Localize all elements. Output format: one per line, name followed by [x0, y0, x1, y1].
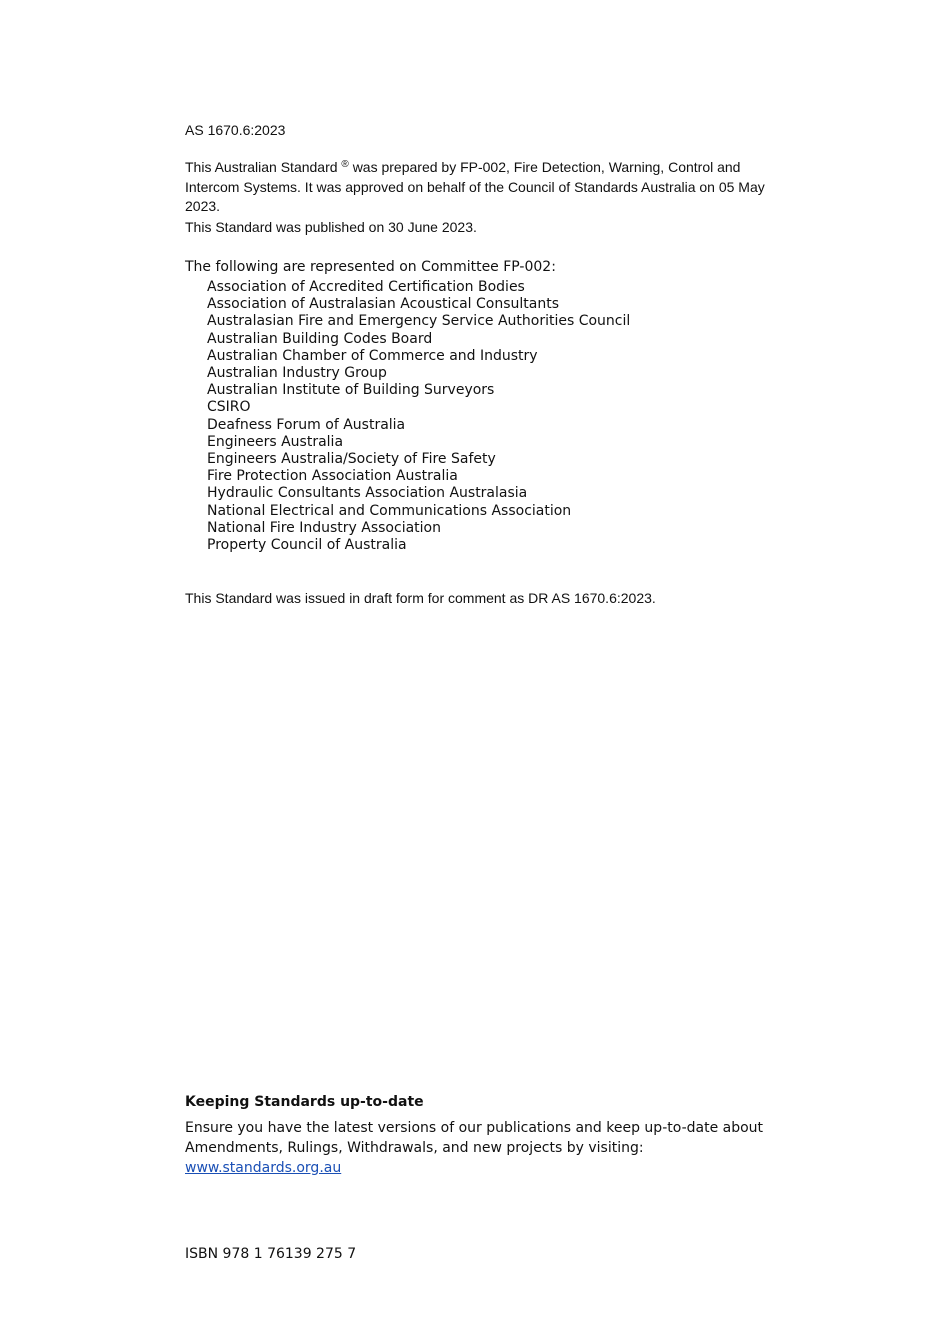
draft-note: This Standard was issued in draft form for comment as DR AS 1670.6:2023.	[185, 590, 656, 606]
publication-date-statement: This Standard was published on 30 June 2023.	[185, 219, 477, 235]
committee-member: Australian Chamber of Commerce and Industry	[207, 347, 538, 364]
approval-text-start: This Australian Standard	[185, 159, 338, 175]
committee-member: Australasian Fire and Emergency Service Authorities Council	[207, 313, 631, 330]
committee-member: Fire Protection Association Australia	[207, 468, 458, 485]
committee-member: Engineers Australia/Society of Fire Safety	[207, 451, 496, 468]
standard-id: AS 1670.6:2023	[185, 122, 286, 138]
committee-member: Property Council of Australia	[207, 537, 407, 554]
committee-member: CSIRO	[207, 399, 251, 416]
committee-member: Australian Institute of Building Surveyors	[207, 382, 495, 399]
committee-member: Australian Industry Group	[207, 365, 387, 382]
committee-member: Deafness Forum of Australia	[207, 416, 406, 433]
keeping-up-to-date-heading: Keeping Standards up-to-date	[185, 1094, 424, 1110]
approval-statement	[185, 155, 770, 217]
registered-mark: ®	[341, 159, 349, 170]
committee-member: Hydraulic Consultants Association Australasia	[207, 485, 528, 502]
committee-member: Engineers Australia	[207, 433, 344, 450]
committee-member: National Fire Industry Association	[207, 519, 441, 536]
committee-member: Australian Building Codes Board	[207, 330, 433, 347]
committee-member: National Electrical and Communications Association	[207, 502, 572, 519]
keeping-up-to-date-paragraph	[185, 1118, 775, 1178]
keeping-up-to-date-text: Ensure you have the latest versions of our publications and keep up-to-date about Amendments, Rulings, Withdrawals, and new projects by visiting:	[185, 1120, 764, 1156]
committee-member-list	[207, 279, 630, 554]
committee-member: Association of Accredited Certification Bodies	[207, 279, 525, 295]
committee-member: Association of Australasian Acoustical Consultants	[207, 296, 559, 313]
approval-text-end: was prepared by FP-002, Fire Detection, Warning, Control and Intercom Systems. It was approved on behalf of the Council of Standards Australia on 05 May 2023.	[185, 159, 765, 214]
standards-website-link[interactable]: www.standards.org.au	[185, 1160, 342, 1176]
isbn: ISBN 978 1 76139 275 7	[185, 1246, 357, 1262]
committee-intro: The following are represented on Committee FP-002:	[185, 259, 556, 275]
